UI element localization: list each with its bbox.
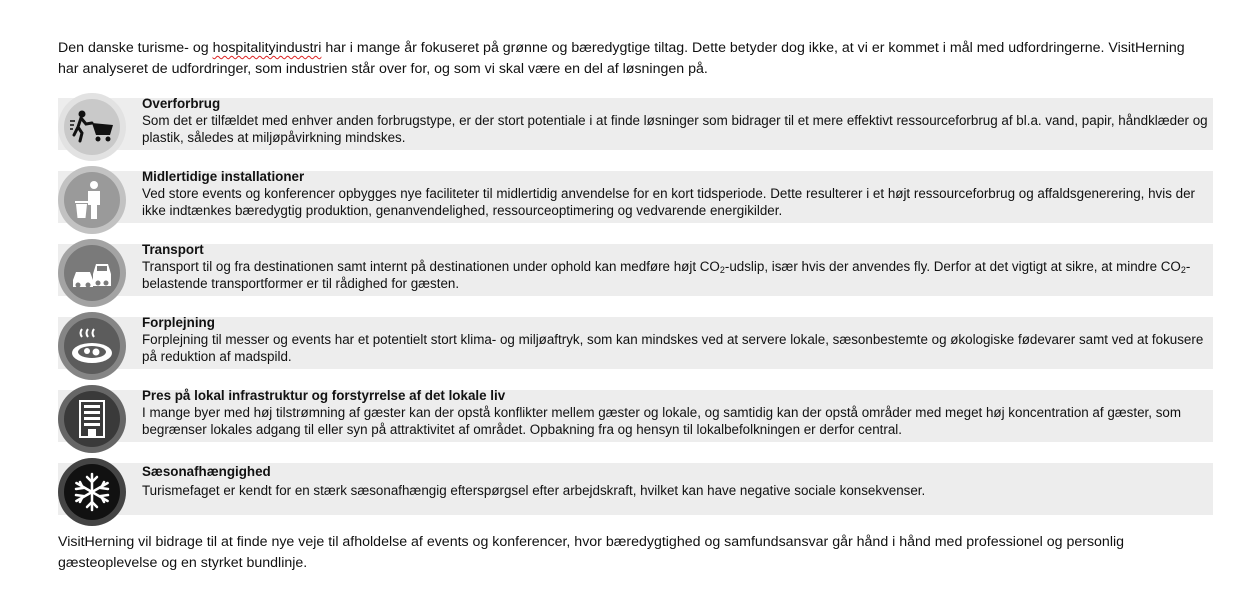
item-title: Forplejning	[142, 315, 215, 330]
item-body-part2: -udslip, især hvis der anvendes fly. Derfor at det vigtigt at sikre, at mindre CO	[724, 259, 1181, 274]
item-title: Midlertidige installationer	[142, 169, 305, 184]
building-icon	[77, 399, 107, 439]
intro-text-part1: Den danske turisme- og	[58, 40, 213, 56]
icon-badge	[58, 166, 126, 234]
icon-badge	[58, 239, 126, 307]
challenge-item-saesonafhaengighed	[58, 458, 1213, 532]
item-text	[142, 168, 1212, 219]
challenge-item-transport	[58, 239, 1213, 313]
icon-badge	[58, 385, 126, 453]
subscript-2: 2	[719, 265, 725, 275]
item-text	[142, 95, 1212, 146]
item-text	[142, 241, 1212, 292]
item-body: Forplejning til messer og events har et potentielt stort klima- og miljøaftryk, som kan mindskes ved at servere lokale, sæsonbestemte og økologiske fødevarer samt ved at fokusere på reduktion af madspild.	[142, 332, 1204, 364]
item-text	[142, 463, 1212, 499]
spellcheck-flagged-word: hospitalityindustri	[212, 40, 322, 56]
outro-paragraph: VisitHerning vil bidrage til at finde nye veje til afholdelse af events og konferencer, hvor bæredygtighed og samfundsansvar går hånd i hånd med professionel og personlig gæsteoplevelse og en styrket bundlinje.	[58, 534, 1125, 571]
person-trash-icon	[74, 180, 110, 220]
item-body: Som det er tilfældet med enhver anden forbrugstype, er der stort potentiale i at finde løsninger som bidrager til et mere effektivt ressourceforbrug af bl.a. vand, papir, håndklæder og plastik, således at miljøpåvirkning mindskes.	[142, 113, 1208, 145]
item-body-part3: - belastende transportformer er til rådighed for gæsten.	[142, 259, 1191, 291]
snowflake-icon	[72, 472, 112, 512]
challenge-item-infrastruktur	[58, 385, 1213, 459]
icon-badge	[58, 458, 126, 526]
item-body: Turismefaget er kendt for en stærk sæsonafhængig efterspørgsel efter arbejdskraft, hvilket kan have negative sociale konsekvenser.	[142, 483, 926, 498]
item-title: Overforbrug	[142, 96, 221, 111]
shopping-cart-person-icon	[70, 109, 114, 145]
subscript-2: 2	[1180, 265, 1186, 275]
icon-badge	[58, 312, 126, 380]
intro-paragraph	[58, 38, 1198, 80]
intro-text-part2: har i mange år fokuseret på grønne og bæredygtige tiltag. Dette betyder dog ikke, at vi er kommet i mål med udfordringerne. VisitHerning har analyseret de udfordringer, som industrien står over for, og som vi skal være en del af løsningen på.	[58, 40, 1185, 77]
cars-icon	[69, 256, 115, 290]
item-title: Pres på lokal infrastruktur og forstyrrelse af det lokale liv	[142, 388, 506, 403]
hot-food-plate-icon	[70, 327, 114, 365]
challenge-item-overforbrug	[58, 93, 1213, 167]
item-title: Transport	[142, 242, 204, 257]
item-body: I mange byer med høj tilstrømning af gæster kan der opstå konflikter mellem gæster og lokale, og samtidig kan der opstå områder med meget høj koncentration af gæster, som begrænser lokales adgang til eller syn på attraktivitet af området. Opbakning fra og hensyn til lokalbefolkningen er derfor central.	[142, 405, 1181, 437]
challenge-item-midlertidige	[58, 166, 1213, 240]
icon-badge	[58, 93, 126, 161]
challenge-item-forplejning	[58, 312, 1213, 386]
item-title: Sæsonafhængighed	[142, 464, 271, 479]
item-body-part1: Transport til og fra destinationen samt internt på destinationen under ophold kan medføre højt CO	[142, 259, 720, 274]
item-text	[142, 387, 1212, 438]
item-body: Ved store events og konferencer opbygges nye faciliteter til midlertidig anvendelse for en kort tidsperiode. Dette resulterer i et højt ressourceforbrug og affaldsgenerering, hvis der ikke indtænkes bæredygtig produktion, genanvendelighed, ressourceoptimering og vedvarende energikilder.	[142, 186, 1195, 218]
item-text	[142, 314, 1212, 365]
